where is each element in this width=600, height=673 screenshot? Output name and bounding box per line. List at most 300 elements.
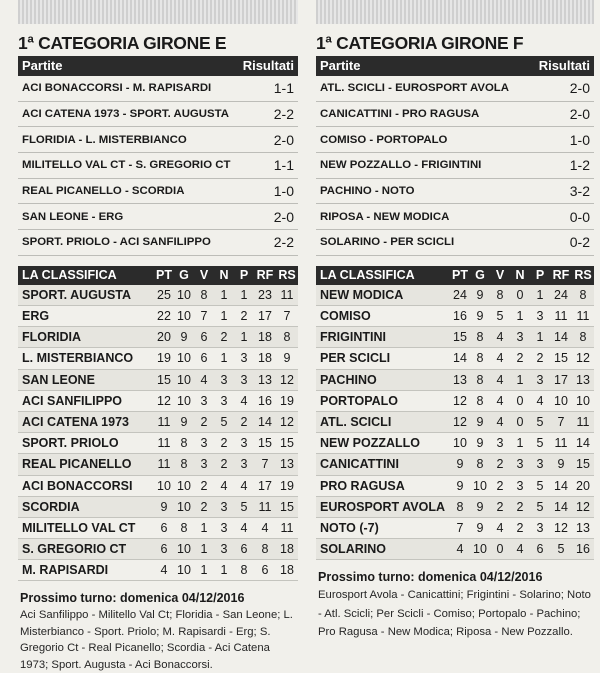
- stat-p: 3: [240, 436, 248, 451]
- stat-rs: 13: [576, 372, 590, 387]
- stat-n: 1: [516, 436, 524, 451]
- stat-v: 8: [496, 287, 504, 302]
- stat-n: 3: [516, 478, 524, 493]
- stat-v: 1: [200, 542, 208, 557]
- stat-g: 10: [177, 287, 191, 302]
- stat-p: 1: [240, 330, 248, 345]
- stat-rs: 13: [576, 520, 590, 535]
- standings-row: [18, 348, 298, 369]
- match-row: [316, 76, 594, 102]
- match-score: 1-1: [273, 157, 294, 174]
- stat-p: 3: [240, 457, 248, 472]
- stat-g: 8: [180, 436, 188, 451]
- stat-n: 3: [220, 372, 228, 387]
- stat-pt: 15: [453, 330, 467, 345]
- stat-rf: 10: [554, 393, 568, 408]
- match-row: [316, 179, 594, 205]
- match-score: 1-1: [273, 80, 294, 97]
- stat-g: 8: [476, 393, 484, 408]
- standings-row: [18, 539, 298, 560]
- stat-rs: 12: [576, 351, 590, 366]
- standings-row: [18, 370, 298, 391]
- stat-pt: 11: [157, 457, 171, 472]
- col-rf: RF: [256, 267, 274, 282]
- stat-v: 2: [200, 499, 208, 514]
- col-n: N: [515, 267, 525, 282]
- stat-p: 3: [240, 372, 248, 387]
- stat-rf: 18: [258, 351, 272, 366]
- stat-n: 3: [220, 542, 228, 557]
- stat-v: 0: [496, 542, 504, 557]
- stat-g: 10: [473, 478, 487, 493]
- stat-g: 10: [177, 542, 191, 557]
- stat-g: 8: [180, 457, 188, 472]
- stat-rf: 17: [258, 478, 272, 493]
- stat-v: 6: [200, 351, 208, 366]
- stat-n: 4: [220, 478, 228, 493]
- stat-pt: 9: [456, 478, 464, 493]
- girone-e-title: 1ª CATEGORIA GIRONE E: [18, 33, 227, 53]
- standings-row: [316, 306, 594, 327]
- stat-g: 8: [476, 330, 484, 345]
- stat-n: 3: [220, 499, 228, 514]
- stat-g: 9: [476, 415, 484, 430]
- stat-p: 6: [536, 542, 544, 557]
- stat-rf: 23: [258, 287, 272, 302]
- stat-g: 10: [177, 478, 191, 493]
- stat-v: 3: [200, 393, 208, 408]
- col-pt: PT: [452, 267, 468, 282]
- stat-pt: 9: [456, 457, 464, 472]
- team-name: FRIGINTINI: [320, 330, 386, 345]
- match-score: 2-0: [569, 106, 590, 123]
- match-teams: FLORIDIA - L. MISTERBIANCO: [22, 133, 187, 146]
- stat-g: 10: [177, 372, 191, 387]
- stat-p: 4: [536, 393, 544, 408]
- stat-v: 5: [496, 309, 504, 324]
- stat-pt: 4: [456, 542, 464, 557]
- stat-n: 1: [516, 372, 524, 387]
- standings-row: [18, 285, 298, 306]
- stat-rf: 5: [557, 542, 565, 557]
- stat-p: 3: [536, 309, 544, 324]
- match-teams: SPORT. PRIOLO - ACI SANFILIPPO: [22, 236, 211, 249]
- team-name: EUROSPORT AVOLA: [320, 499, 446, 514]
- team-name: M. RAPISARDI: [22, 563, 109, 578]
- match-teams: NEW POZZALLO - FRIGINTINI: [320, 159, 482, 172]
- stat-g: 8: [476, 351, 484, 366]
- stat-rf: 4: [261, 520, 269, 535]
- match-teams: ACI BONACCORSI - M. RAPISARDI: [22, 82, 212, 95]
- stat-rf: 8: [261, 542, 269, 557]
- stat-v: 2: [496, 499, 504, 514]
- stat-rs: 12: [280, 372, 294, 387]
- stat-g: 10: [177, 351, 191, 366]
- stat-n: 5: [220, 415, 228, 430]
- match-teams: PACHINO - NOTO: [320, 185, 415, 198]
- match-row: [18, 76, 298, 102]
- stat-p: 1: [240, 287, 248, 302]
- stat-n: 2: [516, 499, 524, 514]
- team-name: ERG: [22, 309, 50, 324]
- standings-header: [18, 266, 298, 285]
- team-name: REAL PICANELLO: [22, 457, 132, 472]
- match-row: [316, 230, 594, 256]
- stat-rs: 11: [280, 287, 294, 302]
- stat-rf: 13: [258, 372, 272, 387]
- match-row: [18, 230, 298, 256]
- stat-g: 10: [177, 393, 191, 408]
- stat-rf: 11: [554, 309, 568, 324]
- stat-p: 2: [240, 309, 248, 324]
- match-score: 2-0: [273, 131, 294, 148]
- match-row: [18, 153, 298, 179]
- match-score: 0-0: [569, 208, 590, 225]
- stat-rf: 6: [261, 563, 269, 578]
- stat-p: 2: [536, 351, 544, 366]
- stat-g: 10: [177, 563, 191, 578]
- match-row: [18, 127, 298, 153]
- next-round-title: Prossimo turno: domenica 04/12/2016: [318, 570, 543, 585]
- team-name: SCORDIA: [22, 499, 80, 514]
- stat-rs: 11: [576, 309, 590, 324]
- stat-rs: 14: [576, 436, 590, 451]
- match-row: [18, 179, 298, 205]
- stat-v: 4: [496, 415, 504, 430]
- stat-v: 2: [200, 478, 208, 493]
- stat-g: 9: [180, 415, 188, 430]
- match-score: 1-0: [273, 183, 294, 200]
- stat-rf: 14: [258, 415, 272, 430]
- stat-rs: 18: [280, 563, 294, 578]
- match-teams: REAL PICANELLO - SCORDIA: [22, 185, 185, 198]
- stat-rf: 14: [554, 478, 568, 493]
- col-n: N: [219, 267, 229, 282]
- standings-row: [18, 412, 298, 433]
- stat-rs: 11: [576, 415, 590, 430]
- stat-p: 1: [536, 287, 544, 302]
- stat-rs: 9: [283, 351, 291, 366]
- stat-p: 3: [240, 351, 248, 366]
- match-score: 2-0: [273, 208, 294, 225]
- stat-v: 4: [496, 351, 504, 366]
- stat-pt: 12: [453, 393, 467, 408]
- stat-pt: 4: [160, 563, 168, 578]
- col-v: V: [495, 267, 505, 282]
- team-name: SOLARINO: [320, 542, 386, 557]
- stat-v: 2: [496, 478, 504, 493]
- stat-n: 1: [220, 309, 228, 324]
- standings-row: [18, 433, 298, 454]
- standings-row: [316, 412, 594, 433]
- stat-v: 4: [496, 520, 504, 535]
- stat-n: 2: [516, 520, 524, 535]
- stat-rf: 14: [554, 330, 568, 345]
- standings-row: [18, 476, 298, 497]
- standings-row: [316, 327, 594, 348]
- team-name: PRO RAGUSA: [320, 478, 405, 493]
- standings-row: [18, 518, 298, 539]
- stat-rf: 17: [258, 309, 272, 324]
- stat-rs: 8: [579, 287, 587, 302]
- stat-rf: 15: [554, 351, 568, 366]
- stat-n: 1: [220, 563, 228, 578]
- stat-p: 2: [240, 415, 248, 430]
- next-round-text: Eurosport Avola - Canicattini; Frigintini - Solarino; Noto - Atl. Scicli; Per Scicli - Comiso; Portopalo - Pachino; Pro Ragusa - New Modica; Riposa - New Pozzallo.: [318, 589, 591, 639]
- stat-rf: 15: [258, 436, 272, 451]
- team-name: ATL. SCICLI: [320, 415, 392, 430]
- stat-rf: 9: [557, 457, 565, 472]
- stat-n: 3: [220, 393, 228, 408]
- stat-rs: 8: [579, 330, 587, 345]
- stat-rs: 18: [280, 542, 294, 557]
- team-name: ACI SANFILIPPO: [22, 393, 123, 408]
- stat-pt: 24: [453, 287, 467, 302]
- standings-row: [316, 370, 594, 391]
- match-score: 0-2: [569, 234, 590, 251]
- stat-v: 4: [496, 330, 504, 345]
- match-row: [18, 204, 298, 230]
- stat-rf: 18: [258, 330, 272, 345]
- stat-rs: 10: [576, 393, 590, 408]
- standings-row: [316, 476, 594, 497]
- stat-rf: 11: [554, 436, 568, 451]
- next-round-title: Prossimo turno: domenica 04/12/2016: [20, 591, 245, 606]
- stat-rf: 17: [554, 372, 568, 387]
- match-row: [316, 204, 594, 230]
- stat-rs: 15: [280, 436, 294, 451]
- stat-pt: 8: [456, 499, 464, 514]
- team-name: CANICATTINI: [320, 457, 399, 472]
- stat-n: 3: [516, 330, 524, 345]
- team-name: PACHINO: [320, 372, 377, 387]
- stat-rs: 19: [280, 393, 294, 408]
- partite-label: Partite: [22, 58, 63, 73]
- match-teams: CANICATTINI - PRO RAGUSA: [320, 108, 480, 121]
- col-rf: RF: [552, 267, 570, 282]
- stat-pt: 10: [453, 436, 467, 451]
- stat-g: 8: [180, 520, 188, 535]
- stat-p: 1: [536, 330, 544, 345]
- team-name: MILITELLO VAL CT: [22, 520, 136, 535]
- stat-pt: 15: [157, 372, 171, 387]
- stat-p: 3: [536, 520, 544, 535]
- standings-row: [316, 285, 594, 306]
- match-score: 2-2: [273, 106, 294, 123]
- stat-rs: 15: [280, 499, 294, 514]
- stat-pt: 11: [157, 436, 171, 451]
- team-name: NEW POZZALLO: [320, 436, 420, 451]
- standings-row: [18, 327, 298, 348]
- stat-n: 0: [516, 287, 524, 302]
- stat-rs: 16: [576, 542, 590, 557]
- team-name: PORTOPALO: [320, 393, 399, 408]
- standings-row: [316, 497, 594, 518]
- partite-label: Partite: [320, 58, 361, 73]
- results-header: [316, 56, 594, 76]
- col-rs: RS: [574, 267, 592, 282]
- top-strip-right: [316, 0, 594, 24]
- stat-rf: 7: [261, 457, 269, 472]
- stat-rs: 11: [280, 520, 294, 535]
- stat-pt: 16: [453, 309, 467, 324]
- stat-pt: 7: [456, 520, 464, 535]
- standings-row: [18, 497, 298, 518]
- team-name: S. GREGORIO CT: [22, 542, 127, 557]
- col-rs: RS: [278, 267, 296, 282]
- team-name: SAN LEONE: [22, 372, 95, 387]
- standings-row: [18, 306, 298, 327]
- stat-v: 3: [200, 457, 208, 472]
- stat-rf: 7: [557, 415, 565, 430]
- stat-rf: 14: [554, 499, 568, 514]
- stat-g: 9: [476, 436, 484, 451]
- stat-pt: 25: [157, 287, 171, 302]
- match-row: [316, 127, 594, 153]
- stat-p: 5: [240, 499, 248, 514]
- stat-pt: 13: [453, 372, 467, 387]
- col-p: P: [239, 267, 249, 282]
- standings-table: [316, 285, 594, 560]
- stat-rf: 16: [258, 393, 272, 408]
- standings-row: [18, 391, 298, 412]
- stat-pt: 19: [157, 351, 171, 366]
- stat-rf: 11: [258, 499, 272, 514]
- next-round-text: Aci Sanfilippo - Militello Val Ct; Floridia - San Leone; L. Misterbianco - Sport. Priolo; M. Rapisardi - Erg; S. Gregorio Ct - Real Picanello; Scordia - Aci Catena 1973; Sport. Augusta - Aci Bonaccorsi.: [20, 609, 293, 671]
- standings-header: [316, 266, 594, 285]
- match-score: 2-0: [569, 80, 590, 97]
- stat-rs: 15: [576, 457, 590, 472]
- stat-p: 4: [240, 478, 248, 493]
- team-name: NEW MODICA: [320, 287, 404, 302]
- stat-v: 7: [200, 309, 208, 324]
- girone-e-column: [18, 30, 298, 673]
- standings-row: [316, 433, 594, 454]
- stat-pt: 12: [453, 415, 467, 430]
- stat-g: 8: [476, 372, 484, 387]
- top-strip-left: [18, 0, 298, 24]
- stat-p: 5: [536, 415, 544, 430]
- stat-rs: 8: [283, 330, 291, 345]
- match-row: [18, 102, 298, 128]
- stat-pt: 20: [157, 330, 171, 345]
- stat-n: 1: [516, 309, 524, 324]
- col-g: G: [179, 267, 189, 282]
- girone-f-column: [316, 30, 594, 642]
- standings-table: [18, 285, 298, 582]
- stat-n: 3: [516, 457, 524, 472]
- stat-p: 4: [240, 520, 248, 535]
- stat-n: 2: [220, 457, 228, 472]
- stat-p: 5: [536, 478, 544, 493]
- stat-pt: 12: [157, 393, 171, 408]
- stat-pt: 14: [453, 351, 467, 366]
- stat-n: 0: [516, 393, 524, 408]
- stat-g: 9: [476, 309, 484, 324]
- stat-v: 6: [200, 330, 208, 345]
- stat-v: 3: [496, 436, 504, 451]
- team-name: COMISO: [320, 309, 371, 324]
- stat-p: 8: [240, 563, 248, 578]
- stat-pt: 22: [157, 309, 171, 324]
- team-name: NOTO (-7): [320, 520, 379, 535]
- stat-pt: 6: [160, 542, 168, 557]
- stat-p: 6: [240, 542, 248, 557]
- stat-p: 3: [536, 457, 544, 472]
- col-v: V: [199, 267, 209, 282]
- stat-v: 1: [200, 520, 208, 535]
- match-list: [18, 76, 298, 256]
- stat-rs: 20: [576, 478, 590, 493]
- risultati-label: Risultati: [538, 58, 590, 73]
- match-teams: SAN LEONE - ERG: [22, 210, 124, 223]
- stat-rs: 19: [280, 478, 294, 493]
- stat-v: 1: [200, 563, 208, 578]
- stat-n: 4: [516, 542, 524, 557]
- team-name: SPORT. AUGUSTA: [22, 287, 132, 302]
- match-teams: SOLARINO - PER SCICLI: [320, 236, 455, 249]
- stat-g: 10: [473, 542, 487, 557]
- stat-pt: 10: [157, 478, 171, 493]
- stat-pt: 9: [160, 499, 168, 514]
- match-score: 1-2: [569, 157, 590, 174]
- stat-rs: 12: [576, 499, 590, 514]
- col-pt: PT: [156, 267, 172, 282]
- girone-f-title: 1ª CATEGORIA GIRONE F: [316, 33, 524, 53]
- stat-v: 2: [496, 457, 504, 472]
- team-name: ACI CATENA 1973: [22, 415, 129, 430]
- stat-v: 4: [200, 372, 208, 387]
- match-teams: ACI CATENA 1973 - SPORT. AUGUSTA: [22, 108, 229, 121]
- match-teams: MILITELLO VAL CT - S. GREGORIO CT: [22, 159, 231, 172]
- stat-g: 10: [177, 309, 191, 324]
- results-header: [18, 56, 298, 76]
- risultati-label: Risultati: [242, 58, 294, 73]
- col-p: P: [535, 267, 545, 282]
- stat-rf: 12: [554, 520, 568, 535]
- match-score: 1-0: [569, 131, 590, 148]
- stat-g: 9: [476, 520, 484, 535]
- stat-n: 2: [516, 351, 524, 366]
- classifica-label: LA CLASSIFICA: [320, 267, 415, 282]
- stat-v: 3: [200, 436, 208, 451]
- stat-p: 5: [536, 436, 544, 451]
- match-score: 2-2: [273, 234, 294, 251]
- standings-row: [18, 560, 298, 581]
- match-row: [316, 153, 594, 179]
- stat-g: 10: [177, 499, 191, 514]
- stat-n: 2: [220, 436, 228, 451]
- stat-v: 4: [496, 393, 504, 408]
- stat-v: 2: [200, 415, 208, 430]
- match-row: [316, 102, 594, 128]
- stat-p: 3: [536, 372, 544, 387]
- stat-v: 4: [496, 372, 504, 387]
- stat-v: 8: [200, 287, 208, 302]
- match-score: 3-2: [569, 183, 590, 200]
- stat-n: 3: [220, 520, 228, 535]
- classifica-label: LA CLASSIFICA: [22, 267, 117, 282]
- stat-n: 2: [220, 330, 228, 345]
- match-teams: COMISO - PORTOPALO: [320, 133, 448, 146]
- match-list: [316, 76, 594, 256]
- stat-rs: 7: [283, 309, 291, 324]
- team-name: FLORIDIA: [22, 330, 82, 345]
- col-g: G: [475, 267, 485, 282]
- standings-row: [316, 518, 594, 539]
- stat-rs: 13: [280, 457, 294, 472]
- stat-g: 9: [476, 287, 484, 302]
